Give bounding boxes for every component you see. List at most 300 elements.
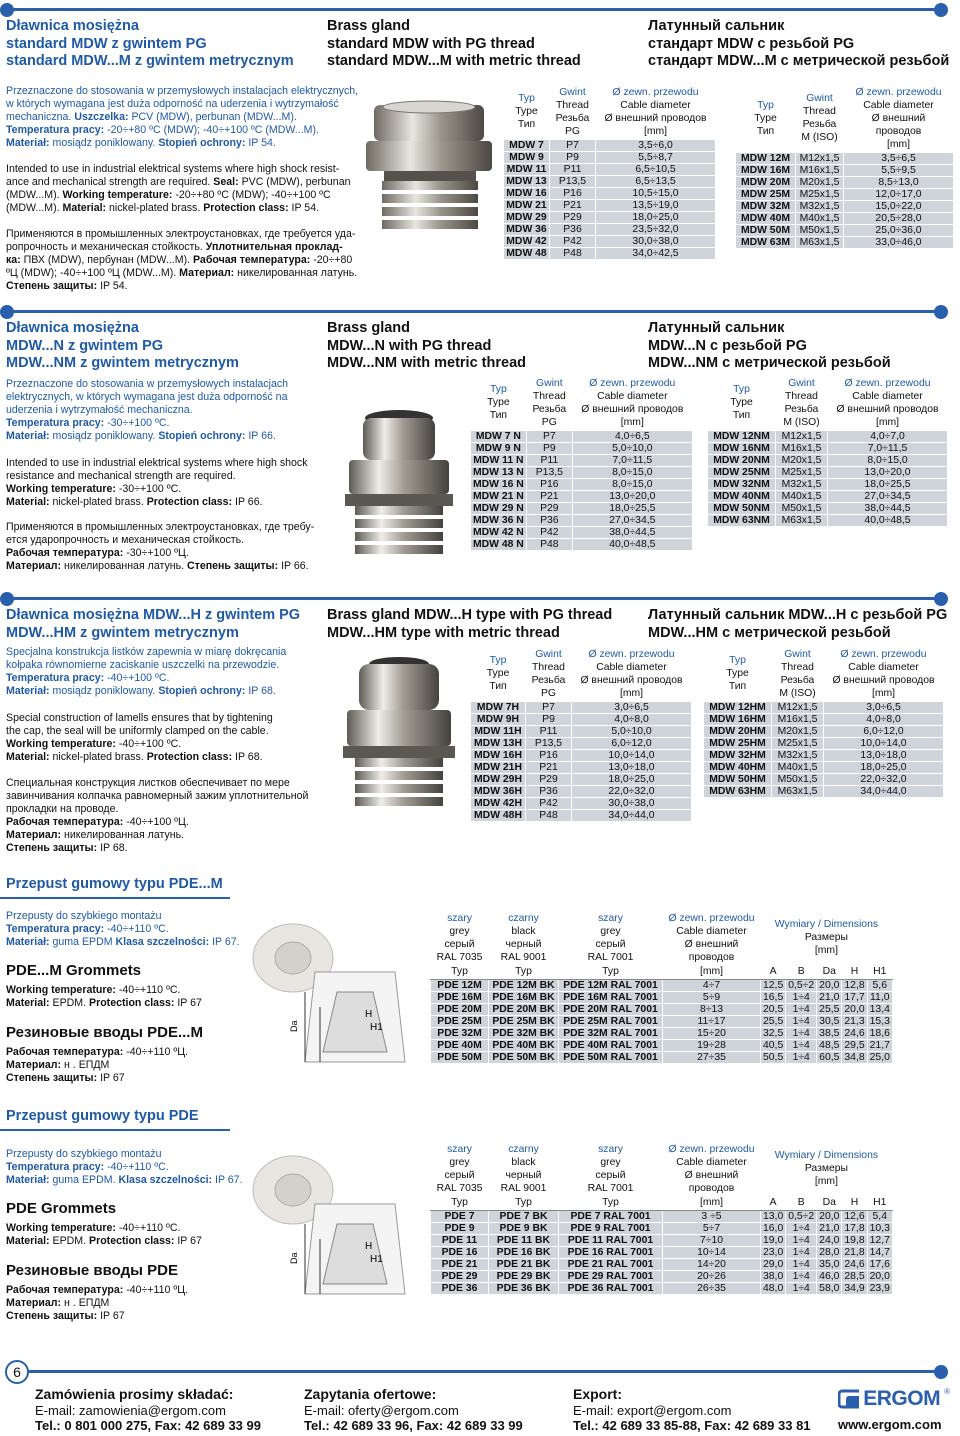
table-row	[504, 247, 716, 259]
top-rule-dot-right	[934, 3, 948, 17]
table-cell: 29,5	[842, 1039, 867, 1051]
table-cell: 24,6	[842, 1027, 867, 1039]
table-cell: M32x1,5	[796, 200, 844, 212]
ergom-logo-icon	[838, 1388, 859, 1410]
table-cell: 1÷4	[786, 1234, 817, 1246]
table-cell: 11,0	[867, 991, 892, 1003]
s1-desc-en: Intended to use in industrial elektrical systems where high shock resist- ance and mechanical strength are required. Seal: PVC (MDW), perbunan (MDW...M). Working temperature: -20÷+80 ºC (MDW); -40÷+100 ºC (MDW...M). Material: nickel-plated brass. Protection class: IP 54.	[6, 163, 351, 214]
table-cell: PDE 40M BK	[489, 1039, 559, 1051]
table-cell: 0,5÷2	[786, 979, 817, 991]
table-row	[471, 514, 693, 526]
s3-table-m: Typ Type Тип Gwint Thread Резьба M (ISO) Ø zewn. przewodu Cable diameter Ø внешний проводов [mm] MDW 12HM M12x1,5 3,0÷6,5 MDW 16HM M16x1,5 4,0÷8,0 MDW 20HM M20x1,5 6,0÷12,0 MDW 25HM M25x1,5 10,0÷14,0 MDW 32HM M32x1,5 13,0÷18,0 MDW 40HM M40x1,5 18,0÷25,0 MDW 50HM M50x1,5 22,0÷32,0 MDW 63HM M63x1,5 34,0÷44,0	[703, 648, 944, 798]
table-cell: PDE 36 BK	[489, 1282, 559, 1294]
table-row	[504, 175, 716, 187]
table-cell: PDE 25M RAL 7001	[559, 1015, 663, 1027]
table-cell: 18,0÷25,0	[596, 211, 716, 223]
table-cell: P36	[526, 514, 572, 526]
table-cell: PDE 11 RAL 7001	[559, 1234, 663, 1246]
table-row	[708, 490, 948, 502]
table-cell: MDW 50M	[736, 224, 796, 236]
table-cell: 40,5	[761, 1039, 786, 1051]
table-cell: PDE 21 BK	[489, 1258, 559, 1270]
s1-title-pl: Dławnica mosiężna standard MDW z gwintem PG standard MDW...M z gwintem metrycznym	[6, 18, 294, 69]
s1-table-pg: Typ Type Тип Gwint Thread Резьба PG Ø zewn. przewodu Cable diameter Ø внешний проводов [mm] MDW 7 P7 3,5÷6,0 MDW 9 P9 5,5÷8,7 MDW 11 P11 6,5÷10,5 MDW 13 P13,5 6,5÷13,5 MDW 16 P16 10,5÷15,0 MDW 21 P21 13,5÷19,0 MDW 29 P29 18,0÷25,0 MDW 36 P36 23,5÷32,0 MDW 42 P42 30,0÷38,0 MDW 48 P48 34,0÷42,5	[503, 86, 716, 260]
table-cell: MDW 16	[504, 187, 550, 199]
table-cell: 18,0÷25,0	[572, 773, 692, 785]
table-cell: 30,5	[817, 1015, 842, 1027]
table-cell: P48	[550, 247, 596, 259]
table-row	[431, 991, 893, 1003]
table-cell: 1÷4	[786, 1282, 817, 1294]
table-cell: 8,5÷13,0	[844, 176, 954, 188]
website[interactable]: www.ergom.com	[838, 1417, 942, 1432]
table-cell: MDW 63HM	[704, 785, 772, 797]
table-cell: MDW 63NM	[708, 514, 776, 526]
table-cell: 33,0÷46,0	[844, 236, 954, 248]
table-cell: MDW 32HM	[704, 749, 772, 761]
table-row	[504, 235, 716, 247]
table-row	[471, 749, 692, 761]
table-cell: PDE 20M	[431, 1003, 489, 1015]
table-cell: 1÷4	[786, 1027, 817, 1039]
table-cell: P13,5	[526, 737, 572, 749]
brass-gland-photo-n	[335, 400, 463, 570]
table-cell: P7	[550, 139, 596, 151]
table-subheader: H	[842, 965, 867, 979]
table-row	[704, 713, 944, 725]
table-cell: 14÷20	[663, 1258, 761, 1270]
table-cell: 15,0÷22,0	[844, 200, 954, 212]
table-cell: M63x1,5	[772, 785, 824, 797]
s5-desc-pl: Przepusty do szybkiego montażu Temperatura pracy: -40÷+110 ºC. Materiał: guma EPDM. Klasa szczelności: IP 67.	[6, 1148, 243, 1186]
s2-title-ru: Латунный сальник MDW...N с резьбой PG MDW...NM с метрической резьбой	[648, 320, 891, 371]
s5-desc-ru: Рабочая температура: -40÷+110 ºЦ. Материал: н . ЕПДМ Степень защиты: IP 67	[6, 1284, 189, 1322]
table-cell: PDE 29 BK	[489, 1270, 559, 1282]
table-cell: 34,0÷42,5	[596, 247, 716, 259]
table-row	[431, 1222, 893, 1234]
table-cell: 5,0÷10,0	[572, 442, 692, 454]
table-cell: MDW 48H	[471, 809, 526, 821]
table-cell: P9	[526, 442, 572, 454]
table-cell: 7÷10	[663, 1234, 761, 1246]
table-cell: 29,0	[761, 1258, 786, 1270]
s3-title-en: Brass gland MDW...H type with PG thread MDW...HM type with metric thread	[327, 607, 613, 641]
table-cell: 6,0÷12,0	[572, 737, 692, 749]
table-cell: P42	[526, 526, 572, 538]
table-row	[704, 773, 944, 785]
s2-desc-pl: Przeznaczone do stosowania w przemysłowych instalacjach elektrycznych, w których wymagana jest duża odporność na uderzenia i wytrzymałość mechaniczna. Temperatura pracy: -30÷+100 ºC. Materiał: mosiądz poniklowany. Stopień ochrony: IP 66.	[6, 378, 289, 442]
table-cell: MDW 20NM	[708, 454, 776, 466]
table-cell: 10,5÷15,0	[596, 187, 716, 199]
table-cell: MDW 32NM	[708, 478, 776, 490]
table-cell: MDW 42H	[471, 797, 526, 809]
table-cell: 23,5÷32,0	[596, 223, 716, 235]
table-row	[708, 502, 948, 514]
table-cell: 20,5÷28,0	[844, 212, 954, 224]
s4-en-title: PDE...M Grommets	[6, 962, 142, 979]
table-row	[431, 1051, 893, 1063]
table-cell: 18,6	[867, 1027, 892, 1039]
table-row	[471, 773, 692, 785]
table-cell: 3,0÷6,5	[572, 701, 692, 713]
table-row	[471, 809, 692, 821]
table-cell: MDW 50HM	[704, 773, 772, 785]
table-cell: MDW 13	[504, 175, 550, 187]
table-cell: P11	[526, 454, 572, 466]
table-row	[471, 701, 692, 713]
table-row	[736, 236, 954, 248]
table-cell: MDW 29	[504, 211, 550, 223]
table-cell: MDW 16HM	[704, 713, 772, 725]
table-cell: 20,5	[761, 1003, 786, 1015]
table-cell: PDE 29	[431, 1270, 489, 1282]
table-row	[431, 1027, 893, 1039]
table-cell: 26÷35	[663, 1282, 761, 1294]
table-row	[504, 139, 716, 151]
table-cell: 19÷28	[663, 1039, 761, 1051]
s1-table-m: Typ Type Тип Gwint Thread Резьба M (ISO) Ø zewn. przewodu Cable diameter Ø внешний проводов [mm] MDW 12M M12x1,5 3,5÷6,5 MDW 16M M16x1,5 5,5÷9,5 MDW 20M M20x1,5 8,5÷13,0 MDW 25M M25x1,5 12,0÷17,0 MDW 32M M32x1,5 15,0÷22,0 MDW 40M M40x1,5 20,5÷28,0 MDW 50M M50x1,5 25,0÷36,0 MDW 63M M63x1,5 33,0÷46,0	[735, 86, 954, 249]
table-cell: 22,0÷32,0	[824, 773, 944, 785]
table-cell: P11	[550, 163, 596, 175]
table-cell: 12,6	[842, 1210, 867, 1222]
table-cell: P29	[550, 211, 596, 223]
table-cell: 16,5	[761, 991, 786, 1003]
table-cell: PDE 9	[431, 1222, 489, 1234]
footer-rule	[20, 1370, 940, 1373]
rule-s2	[8, 310, 938, 313]
table-cell: 13,5÷19,0	[596, 199, 716, 211]
table-subheader: A	[761, 965, 786, 979]
s3-table-pg: Typ Type Тип Gwint Thread Резьба PG Ø zewn. przewodu Cable diameter Ø внешний проводов [mm] MDW 7H P7 3,0÷6,5 MDW 9H P9 4,0÷8,0 MDW 11H P11 5,0÷10,0 MDW 13H P13,5 6,0÷12,0 MDW 16H P16 10,0÷14,0 MDW 21H P21 13,0÷18,0 MDW 29H P29 18,0÷25,0 MDW 36H P36 22,0÷32,0 MDW 42H P42 30,0÷38,0 MDW 48H P48 34,0÷44,0	[470, 648, 692, 822]
s5-desc-en: Working temperature: -40÷+110 ºC. Material: EPDM. Protection class: IP 67	[6, 1222, 202, 1247]
table-cell: M50x1,5	[776, 502, 828, 514]
table-cell: 6,0÷12,0	[824, 725, 944, 737]
table-cell: 7,0÷11,5	[572, 454, 692, 466]
table-cell: 4,0÷7,0	[828, 430, 948, 442]
table-row	[471, 526, 693, 538]
table-cell: MDW 29H	[471, 773, 526, 785]
table-cell: 25,0÷36,0	[844, 224, 954, 236]
table-cell: 50,5	[761, 1051, 786, 1063]
table-cell: P16	[526, 749, 572, 761]
table-cell: MDW 50NM	[708, 502, 776, 514]
table-cell: P29	[526, 773, 572, 785]
table-cell: MDW 21H	[471, 761, 526, 773]
table-cell: PDE 32M RAL 7001	[559, 1027, 663, 1039]
table-cell: 15÷20	[663, 1027, 761, 1039]
s5-en-title: PDE Grommets	[6, 1200, 117, 1217]
table-cell: 18,0÷25,0	[824, 761, 944, 773]
table-cell: 6,5÷10,5	[596, 163, 716, 175]
table-cell: MDW 12M	[736, 152, 796, 164]
table-cell: MDW 9 N	[471, 442, 527, 454]
table-row	[708, 466, 948, 478]
table-row	[704, 785, 944, 797]
table-row	[431, 1258, 893, 1270]
label-h: H	[365, 1241, 373, 1252]
table-cell: 38,0	[761, 1270, 786, 1282]
table-cell: M16x1,5	[796, 164, 844, 176]
registered-mark: ®	[944, 1387, 950, 1396]
table-cell: PDE 50M	[431, 1051, 489, 1063]
table-cell: PDE 12M RAL 7001	[559, 979, 663, 991]
table-cell: 11÷17	[663, 1015, 761, 1027]
table-cell: PDE 36 RAL 7001	[559, 1282, 663, 1294]
table-cell: M40x1,5	[776, 490, 828, 502]
table-cell: 3,5÷6,0	[596, 139, 716, 151]
table-cell: 14,7	[867, 1246, 892, 1258]
table-cell: P7	[526, 430, 572, 442]
table-cell: 38,0÷44,5	[572, 526, 692, 538]
table-row	[704, 737, 944, 749]
table-row	[471, 454, 693, 466]
table-cell: 1÷4	[786, 1003, 817, 1015]
table-cell: 19,8	[842, 1234, 867, 1246]
table-cell: 35,0	[817, 1258, 842, 1270]
table-cell: PDE 20M RAL 7001	[559, 1003, 663, 1015]
table-cell: MDW 29 N	[471, 502, 527, 514]
table-row	[736, 224, 954, 236]
s5-table: szary grey серый RAL 7035 czarny black черный RAL 9001 szary grey серый RAL 7001 Ø zewn. przewodu Cable diameter Ø внешний проводов Wymiary / Dimensions Размеры [mm] Typ Typ Typ [mm] A B Da H H1 PDE 7 PDE 7 BK PDE 7 RAL 7001 3 ÷5 13,0 0,5÷2 20,0 12,6 5,4 PDE 9 PDE 9 BK PDE 9 RAL 7001 5÷7 16,0 1÷4 21,0 17,8 10,3 PDE 11 PDE 11 BK PDE 11 RAL 7001 7÷10 19,0 1÷4 24,0 19,8 12,7 PDE 16 PDE 16 BK PDE 16 RAL 7001 10÷14 23,0 1÷4 28,0 21,8 14,7 PDE 21 PDE 21 BK PDE 21 RAL 7001 14÷20 29,0 1÷4 35,0 24,6 17,6 PDE 29 PDE 29 BK PDE 29 RAL 7001 20÷26 38,0 1÷4 46,0 28,5 20,0 PDE 36 PDE 36 BK PDE 36 RAL 7001 26÷35 48,0 1÷4 58,0 34,9 23,9	[430, 1143, 893, 1295]
table-cell: P29	[526, 502, 572, 514]
table-row	[704, 701, 944, 713]
table-subheader: Typ	[489, 1196, 559, 1210]
table-subheader: Typ	[431, 1196, 489, 1210]
footer-rule-dot-right	[934, 1365, 948, 1379]
table-cell: 13,4	[867, 1003, 892, 1015]
table-cell: 24,6	[842, 1258, 867, 1270]
table-cell: 17,8	[842, 1222, 867, 1234]
table-cell: 10,3	[867, 1222, 892, 1234]
table-cell: P36	[526, 785, 572, 797]
table-cell: PDE 40M RAL 7001	[559, 1039, 663, 1051]
table-cell: PDE 40M	[431, 1039, 489, 1051]
table-cell: PDE 50M RAL 7001	[559, 1051, 663, 1063]
top-rule	[8, 8, 938, 11]
table-subheader: Typ	[559, 1196, 663, 1210]
table-cell: MDW 11 N	[471, 454, 527, 466]
table-cell: 0,5÷2	[786, 1210, 817, 1222]
table-cell: PDE 7	[431, 1210, 489, 1222]
table-row	[471, 466, 693, 478]
table-cell: 8,0÷15,0	[828, 454, 948, 466]
table-row	[471, 737, 692, 749]
table-cell: P9	[526, 713, 572, 725]
table-row	[736, 164, 954, 176]
rule-s3	[8, 597, 938, 600]
table-cell: MDW 12HM	[704, 701, 772, 713]
table-cell: 13,0÷20,0	[572, 490, 692, 502]
table-cell: MDW 25NM	[708, 466, 776, 478]
table-cell: 24,0	[817, 1234, 842, 1246]
table-row	[431, 1210, 893, 1222]
table-cell: 15,3	[867, 1015, 892, 1027]
table-row	[471, 785, 692, 797]
table-cell: 10,0÷14,0	[572, 749, 692, 761]
table-row	[471, 478, 693, 490]
table-cell: M25x1,5	[776, 466, 828, 478]
table-cell: P13,5	[526, 466, 572, 478]
table-cell: 3 ÷5	[663, 1210, 761, 1222]
table-cell: 20÷26	[663, 1270, 761, 1282]
table-row	[704, 725, 944, 737]
table-cell: 5÷7	[663, 1222, 761, 1234]
table-row	[431, 1246, 893, 1258]
table-cell: 8,0÷15,0	[572, 466, 692, 478]
table-cell: MDW 16M	[736, 164, 796, 176]
table-cell: 10÷14	[663, 1246, 761, 1258]
table-cell: 8,0÷15,0	[572, 478, 692, 490]
table-cell: 10,0÷14,0	[824, 737, 944, 749]
table-row	[736, 152, 954, 164]
s4-desc-ru: Рабочая температура: -40÷+110 ºЦ. Материал: н . ЕПДМ Степень защиты: IP 67	[6, 1046, 189, 1084]
s2-title-pl: Dławnica mosiężna MDW...N z gwintem PG MDW...NM z gwintem metrycznym	[6, 320, 239, 371]
table-cell: 12,5	[761, 979, 786, 991]
table-cell: PDE 16 RAL 7001	[559, 1246, 663, 1258]
table-cell: 21,0	[817, 1222, 842, 1234]
table-cell: MDW 21 N	[471, 490, 527, 502]
table-cell: PDE 7 BK	[489, 1210, 559, 1222]
table-cell: P7	[526, 701, 572, 713]
table-row	[736, 212, 954, 224]
s3-desc-pl: Specjalna konstrukcja listków zapewnia w miarę dokręcania kołpaka równomierne zaciskanie uszczelki na przewodzie. Temperatura pracy: -40÷+100 ºC. Materiał: mosiądz poniklowany. Stopień ochrony: IP 68.	[6, 646, 287, 697]
s3-title-pl: Dławnica mosiężna MDW...H z gwintem PG MDW...HM z gwintem metrycznym	[6, 607, 301, 641]
s4-desc-pl: Przepusty do szybkiego montażu Temperatura pracy: -40÷+110 ºC. Materiał: guma EPDM Klasa szczelności: IP 67.	[6, 910, 240, 948]
table-cell: 27÷35	[663, 1051, 761, 1063]
table-cell: PDE 25M	[431, 1015, 489, 1027]
s3-title-ru: Латунный сальник MDW...H с резьбой PG MDW...HM с метрической резьбой	[648, 607, 948, 641]
table-cell: 20,0	[842, 1003, 867, 1015]
table-cell: P42	[550, 235, 596, 247]
table-cell: 13,0÷20,0	[828, 466, 948, 478]
table-cell: PDE 16	[431, 1246, 489, 1258]
table-cell: MDW 20HM	[704, 725, 772, 737]
table-cell: 46,0	[817, 1270, 842, 1282]
table-cell: 25,5	[761, 1015, 786, 1027]
label-h1: H1	[370, 1022, 383, 1033]
table-cell: M16x1,5	[776, 442, 828, 454]
table-cell: M12x1,5	[776, 430, 828, 442]
table-cell: PDE 16M BK	[489, 991, 559, 1003]
table-cell: 58,0	[817, 1282, 842, 1294]
table-cell: 25,5	[817, 1003, 842, 1015]
table-cell: PDE 25M BK	[489, 1015, 559, 1027]
table-cell: M32x1,5	[772, 749, 824, 761]
table-cell: P21	[550, 199, 596, 211]
table-subheader: A	[761, 1196, 786, 1210]
table-row	[504, 199, 716, 211]
footer-export: Export: E-mail: export@ergom.com Tel.: 42 689 33 85-88, Fax: 42 689 33 81	[573, 1386, 811, 1433]
table-cell: 34,0÷44,0	[572, 809, 692, 821]
table-cell: 22,0÷32,0	[572, 785, 692, 797]
table-row	[471, 502, 693, 514]
table-cell: MDW 7 N	[471, 430, 527, 442]
table-cell: 48,0	[761, 1282, 786, 1294]
table-cell: 4,0÷8,0	[572, 713, 692, 725]
table-cell: P21	[526, 761, 572, 773]
table-row	[471, 725, 692, 737]
table-cell: 21,7	[867, 1039, 892, 1051]
table-cell: PDE 16M	[431, 991, 489, 1003]
table-subheader: Da	[817, 1196, 842, 1210]
table-cell: 60,5	[817, 1051, 842, 1063]
table-subheader: B	[786, 1196, 817, 1210]
table-row	[736, 200, 954, 212]
table-cell: 13,0÷18,0	[572, 761, 692, 773]
table-cell: 5,6	[867, 979, 892, 991]
table-cell: MDW 11	[504, 163, 550, 175]
table-cell: MDW 36H	[471, 785, 526, 797]
table-cell: MDW 20M	[736, 176, 796, 188]
s5-ru-title: Резиновые вводы PDE	[6, 1262, 178, 1279]
table-row	[704, 761, 944, 773]
table-cell: 21,8	[842, 1246, 867, 1258]
table-cell: MDW 42 N	[471, 526, 527, 538]
table-cell: M50x1,5	[772, 773, 824, 785]
table-cell: M20x1,5	[796, 176, 844, 188]
s1-title-en: Brass gland standard MDW with PG thread standard MDW...M with metric thread	[327, 18, 581, 69]
table-row	[471, 797, 692, 809]
table-cell: PDE 16M RAL 7001	[559, 991, 663, 1003]
table-cell: 3,0÷6,5	[824, 701, 944, 713]
table-cell: PDE 50M BK	[489, 1051, 559, 1063]
table-cell: 5,4	[867, 1210, 892, 1222]
table-cell: 38,0÷44,5	[828, 502, 948, 514]
table-cell: 1÷4	[786, 991, 817, 1003]
table-cell: 18,0÷25,5	[572, 502, 692, 514]
label-da: Da	[289, 1020, 299, 1032]
table-cell: 20,0	[867, 1270, 892, 1282]
table-cell: M25x1,5	[796, 188, 844, 200]
s5-title-underline	[0, 1129, 230, 1131]
table-cell: M40x1,5	[772, 761, 824, 773]
table-cell: 4,0÷6,5	[572, 430, 692, 442]
table-cell: P48	[526, 538, 572, 550]
table-cell: MDW 63M	[736, 236, 796, 248]
label-h: H	[365, 1009, 373, 1020]
table-cell: M12x1,5	[772, 701, 824, 713]
table-cell: P11	[526, 725, 572, 737]
table-cell: M50x1,5	[796, 224, 844, 236]
s4-title-underline	[0, 897, 230, 899]
table-cell: 34,8	[842, 1051, 867, 1063]
s4-title: Przepust gumowy typu PDE...M	[6, 876, 223, 892]
table-cell: MDW 16 N	[471, 478, 527, 490]
table-cell: MDW 9	[504, 151, 550, 163]
table-cell: PDE 32M	[431, 1027, 489, 1039]
table-cell: P13,5	[550, 175, 596, 187]
table-row	[471, 442, 693, 454]
rule-s2-dot-left	[0, 305, 14, 319]
table-row	[431, 1003, 893, 1015]
table-row	[708, 454, 948, 466]
table-cell: P48	[526, 809, 572, 821]
table-row	[504, 187, 716, 199]
table-cell: MDW 25HM	[704, 737, 772, 749]
label-da: Da	[289, 1252, 299, 1264]
table-row	[471, 761, 692, 773]
table-cell: 12,7	[867, 1234, 892, 1246]
table-row	[504, 211, 716, 223]
table-cell: MDW 11H	[471, 725, 526, 737]
table-cell: PDE 20M BK	[489, 1003, 559, 1015]
table-cell: 20,0	[817, 979, 842, 991]
s5-title: Przepust gumowy typu PDE	[6, 1108, 199, 1124]
table-cell: PDE 7 RAL 7001	[559, 1210, 663, 1222]
table-cell: MDW 40HM	[704, 761, 772, 773]
grommet-drawing-pde	[245, 1144, 425, 1314]
table-cell: PDE 11 BK	[489, 1234, 559, 1246]
